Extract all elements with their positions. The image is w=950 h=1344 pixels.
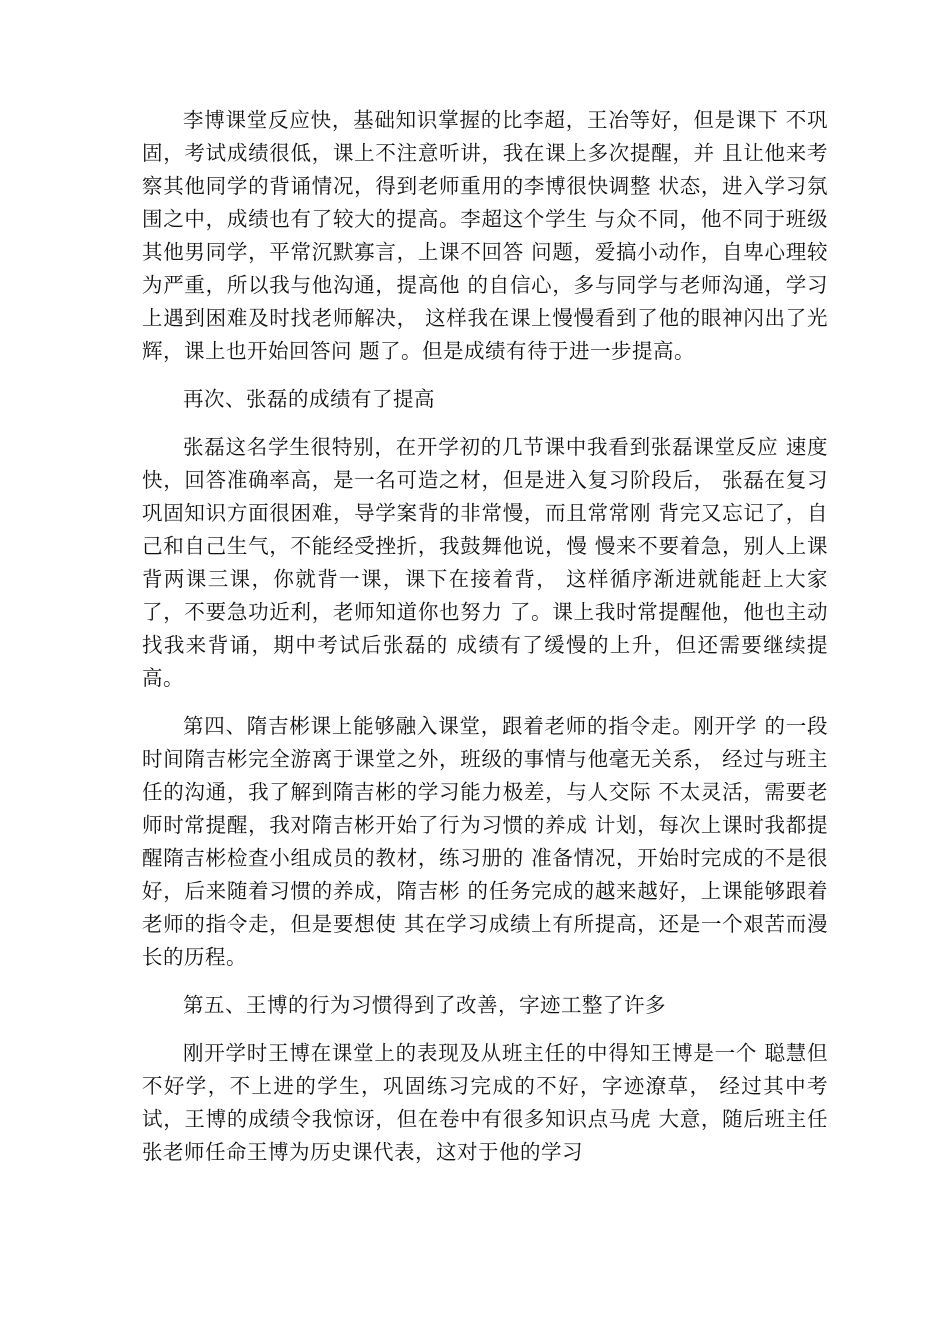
- section-heading-wang-bo: 第五、王博的行为习惯得到了改善，字迹工整了许多: [183, 993, 666, 1017]
- paragraph-li-bo-li-chao: 李博课堂反应快，基础知识掌握的比李超，王冶等好，但是课下 不巩固，考试成绩很低，课上不注意听讲，我在课上多次提醒，并 且让他来考察其他同学的背诵情况，得到老师重用的李博很快调整 状态，进入学习氛围之中，成绩也有了较大的提高。李超这个学生 与众不同，他不同于班级其他男同学，平常沉默寡言，上课不回答 问题，爱搞小动作，自卑心理较为严重，所以我与他沟通，提高他 的自信心，多与同学与老师沟通，学习上遇到困难及时找老师解决， 这样我在课上慢慢看到了他的眼神闪出了光辉，课上也开始回答问 题了。但是成绩有待于进一步提高。: [142, 108, 828, 363]
- paragraph-wang-bo: 刚开学时王博在课堂上的表现及从班主任的中得知王博是一个 聪慧但不好学，不上进的学生，巩固练习完成的不好，字迹潦草， 经过其中考试，王博的成绩令我惊讶，但在卷中有很多知识点马虎 大意，随后班主任张老师任命王博为历史课代表，这对于他的学习: [142, 1041, 828, 1164]
- document-page: [142, 104, 828, 1184]
- paragraph-sui-jibin: 第四、隋吉彬课上能够融入课堂，跟着老师的指令走。刚开学 的一段时间隋吉彬完全游离于课堂之外，班级的事情与他毫无关系， 经过与班主任的沟通，我了解到隋吉彬的学习能力极差，与人交际 不太灵活，需要老师时常提醒，我对隋吉彬开始了行为习惯的养成 计划，每次上课时我都提醒隋吉彬检查小组成员的教材，练习册的 准备情况，开始时完成的不是很好，后来随着习惯的养成，隋吉彬 的任务完成的越来越好，上课能够跟着老师的指令走，但是要想使 其在学习成绩上有所提高，还是一个艰苦而漫长的历程。: [142, 714, 828, 969]
- paragraph-zhang-lei: 张磊这名学生很特别，在开学初的几节课中我看到张磊课堂反应 速度快，回答准确率高，是一名可造之材，但是进入复习阶段后， 张磊在复习巩固知识方面很困难，导学案背的非常慢，而且常常刚 背完又忘记了，自己和自己生气，不能经受挫折，我鼓舞他说，慢 慢来不要着急，别人上课背两课三课，你就背一课，课下在接着背， 这样循序渐进就能赶上大家了，不要急功近利，老师知道你也努力 了。课上我时常提醒他，他也主动找我来背诵，期中考试后张磊的 成绩有了缓慢的上升，但还需要继续提高。: [142, 435, 828, 690]
- section-heading-zhang-lei: 再次、张磊的成绩有了提高: [183, 387, 435, 411]
